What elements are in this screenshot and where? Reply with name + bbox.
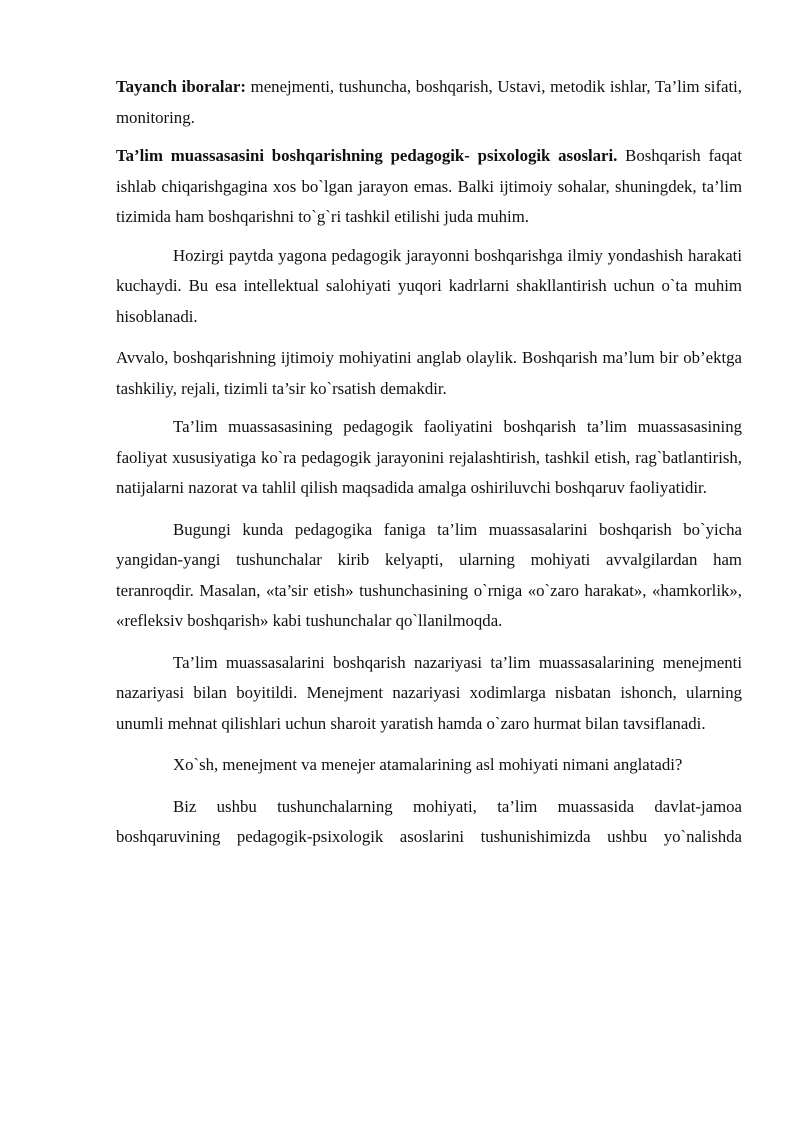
section-heading: Ta’lim muassasasini boshqarishning pedagogik- psixologik asoslari. (116, 146, 618, 165)
keywords-label: Tayanch iboralar: (116, 77, 246, 96)
section-intro-paragraph (116, 141, 742, 233)
body-paragraph: Xo`sh, menejment va menejer atamalarining asl mohiyati nimani anglatadi? (173, 755, 683, 774)
body-paragraph: Ta’lim muassasalarini boshqarish nazariyasi ta’lim muassasalarining menejmenti nazariyasi bilan boyitildi. Menejment nazariyasi xodimlarga nisbatan ishonch, ularning unumli mehnat qilishlari uchun sharoit yaratish hamda o`zaro hurmat bilan tavsiflanadi. (116, 652, 742, 733)
body-paragraph: Hozirgi paytda yagona pedagogik jarayonni boshqarishga ilmiy yondashish harakati kuchaydi. Bu esa intellektual salohiyati yuqori kadrlarni shakllantirish uchun o`ta muhim hisoblanadi. (116, 245, 742, 326)
body-paragraph: Avvalo, boshqarishning ijtimoiy mohiyatini anglab olaylik. Boshqarish ma’lum bir ob’ektga tashkiliy, rejali, tizimli ta’sir ko`rsatish demakdir. (116, 348, 742, 398)
section-intro-text: Boshqarish faqat ishlab chiqarishgagina xos bo`lgan jarayon emas. Balki ijtimoiy sohalar, shuningdek, ta’lim tizimida ham boshqarishni to`g`ri tashkil etilishi juda muhim. (116, 146, 742, 226)
body-paragraph: Bugungi kunda pedagogika faniga ta’lim muassasalarini boshqarish bo`yicha yangidan-yangi tushunchalar kirib kelyapti, ularning mohiyati avvalgilardan ham teranroqdir. Masalan, «ta’sir etish» tushunchasining o`rniga «o`zaro harakat», «hamkorlik», «refleksiv boshqarish» kabi tushunchalar qo`llanilmoqda. (116, 519, 742, 630)
document-page (116, 72, 742, 864)
keywords-text: menejmenti, tushuncha, boshqarish, Ustavi, metodik ishlar, Ta’lim sifati, monitoring. (116, 77, 742, 127)
body-paragraph: Ta’lim muassasasining pedagogik faoliyatini boshqarish ta’lim muassasasining faoliyat xususiyatiga ko`ra pedagogik jarayonini rejalashtirish, tashkil etish, rag`batlantirish, natijalarni nazorat va tahlil qilish maqsadida amalga oshiriluvchi boshqaruv faoliyatidir. (116, 417, 742, 497)
body-paragraph: Biz ushbu tushunchalarning mohiyati, ta’lim muassasida davlat-jamoa boshqaruvining pedagogik-psixologik asoslarini tushunishimizda ushbu yo`nalishda (116, 796, 742, 846)
keywords-paragraph (116, 72, 742, 133)
